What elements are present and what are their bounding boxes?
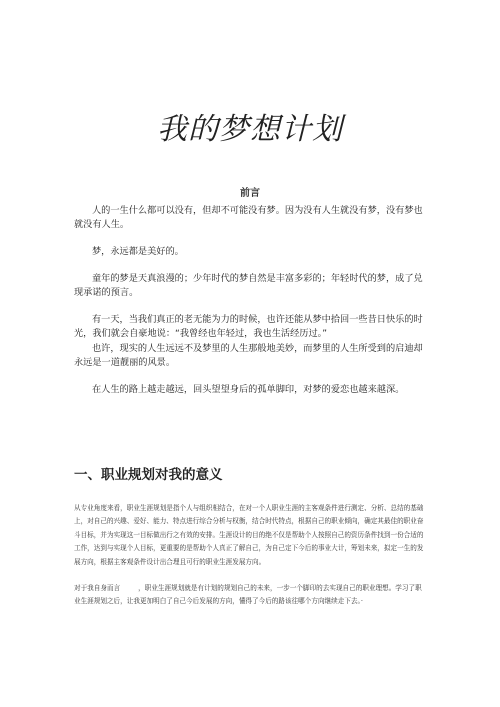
- intro-paragraph: 梦，永远都是美好的。: [92, 246, 184, 258]
- preface-body: [74, 204, 426, 409]
- section-body: [74, 502, 427, 622]
- preface-heading: 前言: [240, 188, 260, 199]
- body-paragraph: [74, 582, 427, 609]
- intro-paragraph: 童年的梦是天真浪漫的；少年时代的梦自然是丰富多彩的；年轻时代的梦，成了兑现承诺的预言。: [74, 272, 423, 299]
- intro-paragraph: 也许，现实的人生远远不及梦里的人生那般地美妙，而梦里的人生所受到的启迪却永远是一道靓丽的风景。: [74, 342, 423, 368]
- body-paragraph-lead: 对于我自身而言: [74, 584, 121, 593]
- body-paragraph-rest: ，职业生涯规划就是有计划的规划自己的未来，一步一个脚印的去实现自己的职业理想。学习了职业生涯规划之后，让我更加明白了自己今后发展的方向，懂得了今后的路该往哪个方向继续走下去。·: [74, 584, 422, 606]
- document-title: 我的梦想计划: [157, 112, 343, 147]
- body-paragraph: 从专业角度来看，职业生涯规划是指个人与组织相结合，在对一个人职业生涯的主客观条件进行测定、分析、总结的基础上，对自己的兴趣、爱好、能力、特点进行综合分析与权衡，结合时代特点，根据自己的职业倾向，确定其最佳的职业奋斗目标，并为实现这一目标做出行之有效的安排。生涯设计的目的绝不仅是帮助个人按照自己的资历条件找到一份合适的工作，达到与实现个人目标，更重要的是帮助个人真正了解自己，为自己定下今后的事业大计，筹划未来，拟定一生的发展方向，根据主客观条件设计出合理且可行的职业生涯发展方向。: [74, 504, 424, 566]
- section-heading: 一、职业规划对我的意义: [74, 467, 223, 483]
- intro-paragraph: 人的一生什么都可以没有，但却不可能没有梦。因为没有人生就没有梦，没有梦也就没有人生。: [74, 205, 423, 231]
- intro-paragraph: 有一天，当我们真正的老无能为力的时候，也许还能从梦中拾回一些昔日快乐的时光，我们就会自豪地说：“我曾经也年轻过，我也生活经历过。”: [74, 313, 423, 340]
- intro-paragraph: 在人生的路上越走越远，回头望望身后的孤单脚印，对梦的爱恋也越来越深。: [92, 383, 405, 395]
